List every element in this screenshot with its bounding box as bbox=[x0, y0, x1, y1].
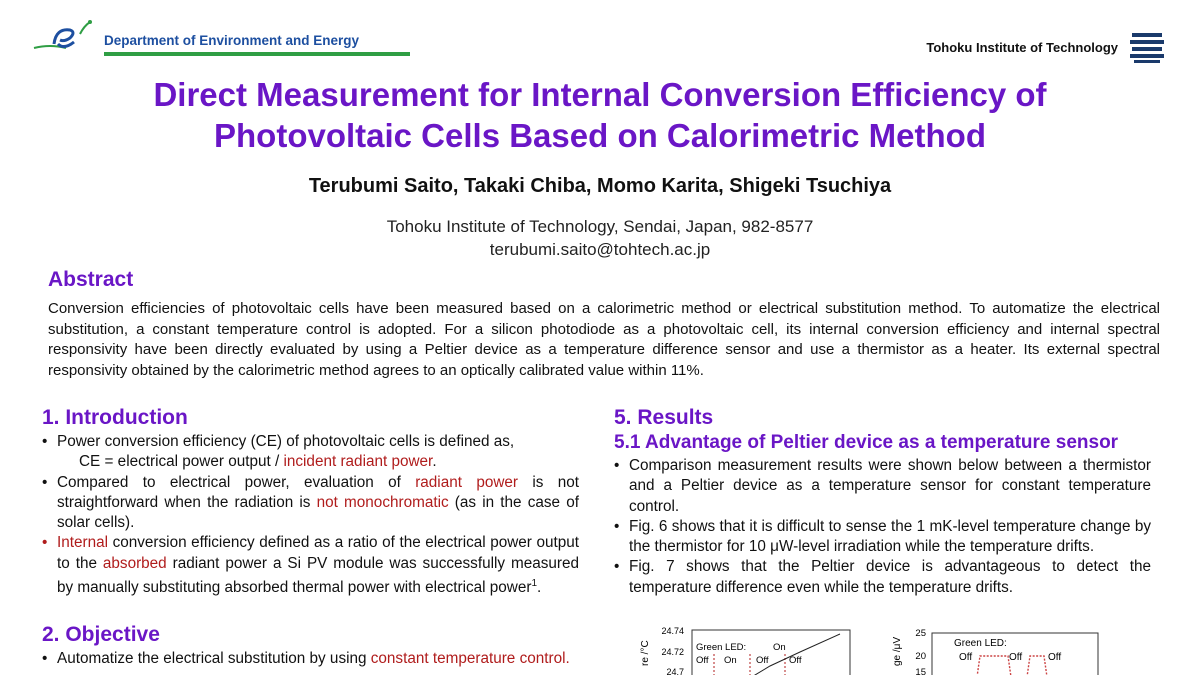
fig6-state: Off bbox=[789, 655, 802, 666]
paper-title bbox=[0, 74, 1200, 156]
fig6-y-tick: 24.74 bbox=[661, 626, 684, 636]
department-logo bbox=[30, 18, 390, 60]
fig6-state: Off bbox=[696, 655, 709, 666]
department-name: Department of Environment and Energy bbox=[104, 33, 360, 48]
results-subheading: 5.1 Advantage of Peltier device as a temperature sensor bbox=[614, 432, 1119, 453]
institute-name: Tohoku Institute of Technology bbox=[926, 40, 1118, 55]
title-line-1: Direct Measurement for Internal Conversion Efficiency of bbox=[153, 76, 1047, 113]
fig7-y-tick: 15 bbox=[915, 667, 926, 675]
fig7-state: Off bbox=[959, 652, 973, 663]
institute-logo bbox=[904, 32, 1164, 64]
authors: Terubumi Saito, Takaki Chiba, Momo Karita, Shigeki Tsuchiya bbox=[308, 175, 892, 197]
list-item: • Compared to electrical power, evaluation of radiant power is not straightforward when the radiation is not monochromatic (as in the case of solar cells). bbox=[42, 473, 579, 534]
ce-formula: CE = electrical power output / incident radiant power. bbox=[79, 453, 437, 471]
introduction-list bbox=[42, 432, 579, 598]
list-item: • Fig. 7 shows that the Peltier device is advantageous to detect the temperature difference even while the temperature drifts. bbox=[614, 557, 1151, 598]
affiliation-block bbox=[0, 215, 1200, 261]
fig6-state: On bbox=[724, 655, 737, 666]
abstract-heading: Abstract bbox=[48, 268, 134, 291]
fig7-y-tick: 25 bbox=[915, 628, 926, 639]
figure-6 bbox=[640, 624, 860, 675]
affiliation: Tohoku Institute of Technology, Sendai, Japan, 982-8577 bbox=[386, 217, 814, 236]
fig7-legend-title: Green LED: bbox=[954, 638, 1007, 649]
results-list bbox=[614, 456, 1151, 598]
objective-heading: 2. Objective bbox=[42, 623, 160, 646]
leaf-e-logo-icon bbox=[30, 18, 100, 58]
fig6-legend-title: Green LED: bbox=[696, 642, 747, 653]
abstract-text: Conversion efficiencies of photovoltaic cells have been measured based on a calorimetric method or electrical substitution method. To automatize the electrical substitution, a constant temperature control is adopted. For a silicon photodiode as a photovoltaic cell, its internal conversion efficiency and internal spectral responsivity have been directly evaluated by using a Peltier device as a temperature difference sensor and use a thermistor as a heater. Its external spectral responsivity obtained by the calorimetric method agrees to an optically calibrated value within 11%. bbox=[48, 300, 1160, 379]
title-line-2: Photovoltaic Cells Based on Calorimetric Method bbox=[214, 117, 986, 154]
list-item: • Fig. 6 shows that it is difficult to sense the 1 mK-level temperature change by the thermistor for 10 μW-level irradiation while the temperature drifts. bbox=[614, 517, 1151, 558]
fig6-y-label: re /°C bbox=[640, 640, 651, 666]
fig7-state: Off bbox=[1048, 652, 1062, 663]
fig6-state-on: On bbox=[773, 642, 786, 653]
department-underline bbox=[104, 52, 410, 56]
introduction-heading: 1. Introduction bbox=[42, 406, 188, 429]
list-item: • Power conversion efficiency (CE) of photovoltaic cells is defined as, CE = electrical power output / incident radiant power. bbox=[42, 432, 579, 473]
institute-emblem-icon bbox=[1130, 32, 1164, 64]
list-item: • Internal conversion efficiency defined as a ratio of the electrical power output to the absorbed radiant power a Si PV module was successfully measured by manually substituting absorbed thermal power with electrical power$^1$. bbox=[42, 533, 579, 598]
list-item: • Automatize the electrical substitution by using constant temperature control. bbox=[42, 649, 579, 669]
figure-7 bbox=[888, 624, 1108, 675]
fig6-y-tick: 24.72 bbox=[661, 647, 684, 657]
list-item: • Comparison measurement results were shown below between a thermistor and a Peltier device as a temperature sensor for constant temperature control. bbox=[614, 456, 1151, 517]
fig6-y-tick: 24.7 bbox=[666, 667, 684, 675]
fig7-y-label: ge /μV bbox=[892, 636, 903, 666]
objective-list bbox=[42, 649, 579, 669]
fig7-y-tick: 20 bbox=[915, 651, 926, 662]
fig7-state: Off bbox=[1009, 652, 1023, 663]
results-heading: 5. Results bbox=[614, 406, 714, 429]
email: terubumi.saito@tohtech.ac.jp bbox=[489, 240, 711, 259]
fig6-state: Off bbox=[756, 655, 769, 666]
